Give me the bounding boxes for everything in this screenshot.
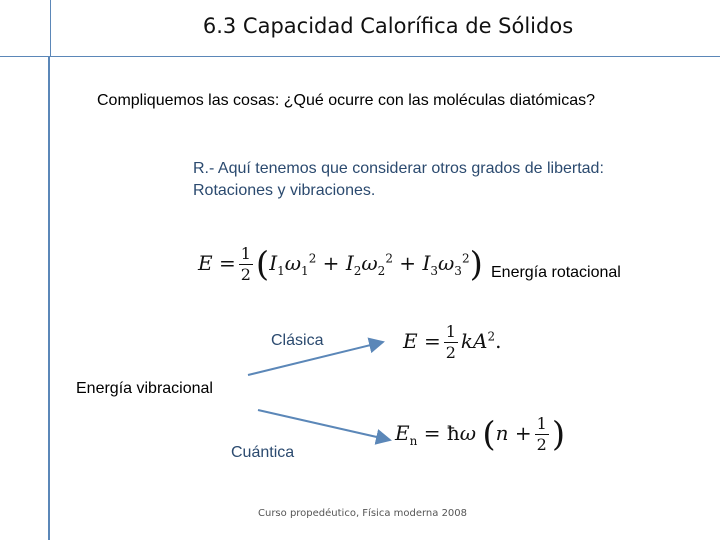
quantum-energy-equation: $E_n$ = ħω (n + $\frac{1}{2}$ ) bbox=[395, 414, 566, 455]
slide-title: 6.3 Capacidad Calorífica de Sólidos bbox=[202, 14, 574, 38]
footer-text: Curso propedéutico, Física moderna 2008 bbox=[258, 508, 468, 519]
arrow-to-classical bbox=[248, 342, 383, 375]
rotational-energy-label: Energía rotacional bbox=[491, 264, 621, 281]
classical-label: Clásica bbox=[271, 332, 324, 349]
arrow-to-quantum bbox=[258, 410, 390, 440]
answer-line-1: R.- Aquí tenemos que considerar otros grados de libertad: bbox=[193, 160, 604, 177]
question-text: Compliquemos las cosas: ¿Qué ocurre con las moléculas diatómicas? bbox=[97, 92, 595, 109]
classical-energy-equation: E = $\frac{1}{2}$ $kA^2$. bbox=[403, 322, 502, 362]
vibrational-energy-label: Energía vibracional bbox=[76, 380, 213, 397]
quantum-label: Cuántica bbox=[231, 444, 295, 461]
rotational-energy-equation: E = $\frac{1}{2}$ $(I_1\omega_1^2 + I_2\omega_2^2 + I_3\omega_3^2)$ bbox=[198, 244, 483, 285]
answer-line-2: Rotaciones y vibraciones. bbox=[193, 182, 376, 199]
